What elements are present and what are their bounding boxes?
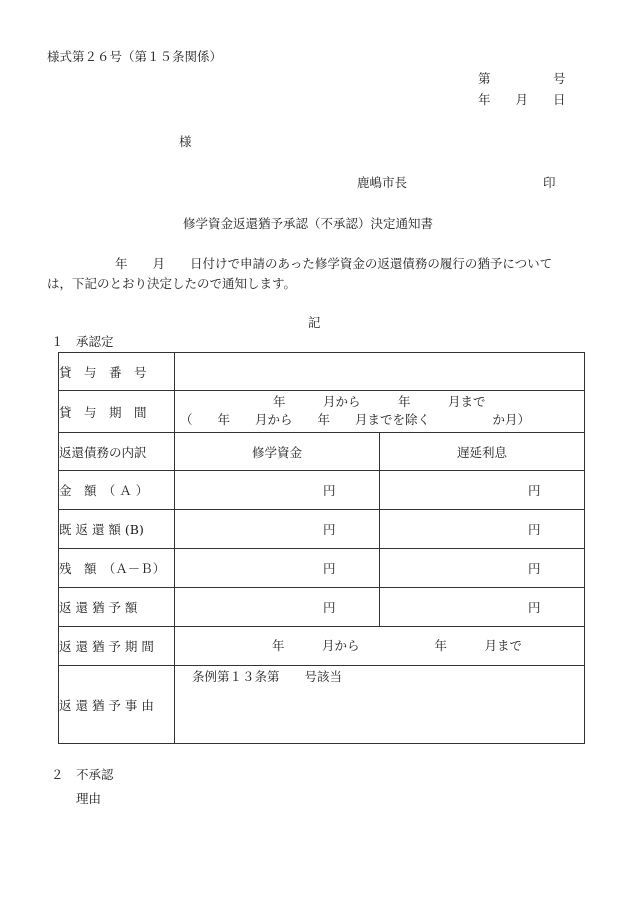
table-row xyxy=(59,510,585,549)
amount-a-label: 金 額 （ Ａ ） xyxy=(59,471,175,510)
deferral-amount-label: 返 還 猶 予 額 xyxy=(59,588,175,627)
addressee-honorific: 様 xyxy=(179,134,192,149)
amount-a-interest xyxy=(380,471,585,510)
loan-period-value xyxy=(175,391,585,433)
balance-interest xyxy=(380,549,585,588)
balance-label: 残 額 （Ａ－Ｂ） xyxy=(59,549,175,588)
deferral-period-value xyxy=(175,627,585,666)
document-date: 年 月 日 xyxy=(478,92,566,107)
form-number: 様式第２６号（第１５条関係） xyxy=(47,49,223,64)
ki-heading: 記 xyxy=(308,315,321,330)
balance-principal xyxy=(175,549,380,588)
yen-unit: 円 xyxy=(323,561,336,576)
document-title: 修学資金返還猶予承認（不承認）決定通知書 xyxy=(183,216,434,231)
decision-table xyxy=(58,352,585,744)
table-row xyxy=(59,353,585,391)
interest-column-header: 遅延利息 xyxy=(380,433,585,471)
loan-number-label: 貸 与 番 号 xyxy=(59,353,175,391)
yen-unit: 円 xyxy=(528,600,541,615)
table-row xyxy=(59,391,585,433)
yen-unit: 円 xyxy=(528,561,541,576)
yen-unit: 円 xyxy=(323,483,336,498)
seal-mark: 印 xyxy=(543,175,556,190)
yen-unit: 円 xyxy=(323,522,336,537)
deferral-period-label: 返 還 猶 予 期 間 xyxy=(59,627,175,666)
table-row xyxy=(59,549,585,588)
body-line-1: 年 月 日付けで申請のあった修学資金の返還債務の履行の猶予について xyxy=(115,256,553,271)
reason-clause-text: 条例第１３条第 号該当 xyxy=(192,669,343,684)
table-row xyxy=(59,433,585,471)
deferral-amount-interest xyxy=(380,588,585,627)
issuer-title: 鹿嶋市長 xyxy=(357,175,408,190)
loan-period-line-1: 年 月から 年 月まで xyxy=(273,394,486,409)
table-row xyxy=(59,666,585,744)
table-row xyxy=(59,588,585,627)
deferral-period-text: 年 月から 年 月まで xyxy=(272,637,523,653)
breakdown-label: 返還債務の内訳 xyxy=(59,433,175,471)
amount-a-principal xyxy=(175,471,380,510)
loan-period-line-2: （ 年 月から 年 月までを除く か月） xyxy=(180,412,531,427)
yen-unit: 円 xyxy=(528,522,541,537)
deferral-reason-value xyxy=(175,666,585,744)
deferral-amount-principal xyxy=(175,588,380,627)
document-number: 第 号 xyxy=(478,71,566,86)
section-1-heading: １ 承認定 xyxy=(51,334,114,349)
table-row xyxy=(59,627,585,666)
loan-number-value xyxy=(175,353,585,391)
yen-unit: 円 xyxy=(323,600,336,615)
repaid-b-label: 既 返 還 額 (B) xyxy=(59,510,175,549)
section-2-heading: ２ 不承認 xyxy=(51,767,114,782)
principal-column-header: 修学資金 xyxy=(175,433,380,471)
repaid-b-principal xyxy=(175,510,380,549)
table-row xyxy=(59,471,585,510)
repaid-b-interest xyxy=(380,510,585,549)
reason-label: 理由 xyxy=(76,791,102,806)
loan-period-label: 貸 与 期 間 xyxy=(59,391,175,433)
deferral-reason-label: 返 還 猶 予 事 由 xyxy=(59,666,175,744)
body-line-2: は，下記のとおり決定したので通知します。 xyxy=(47,276,297,291)
yen-unit: 円 xyxy=(528,483,541,498)
